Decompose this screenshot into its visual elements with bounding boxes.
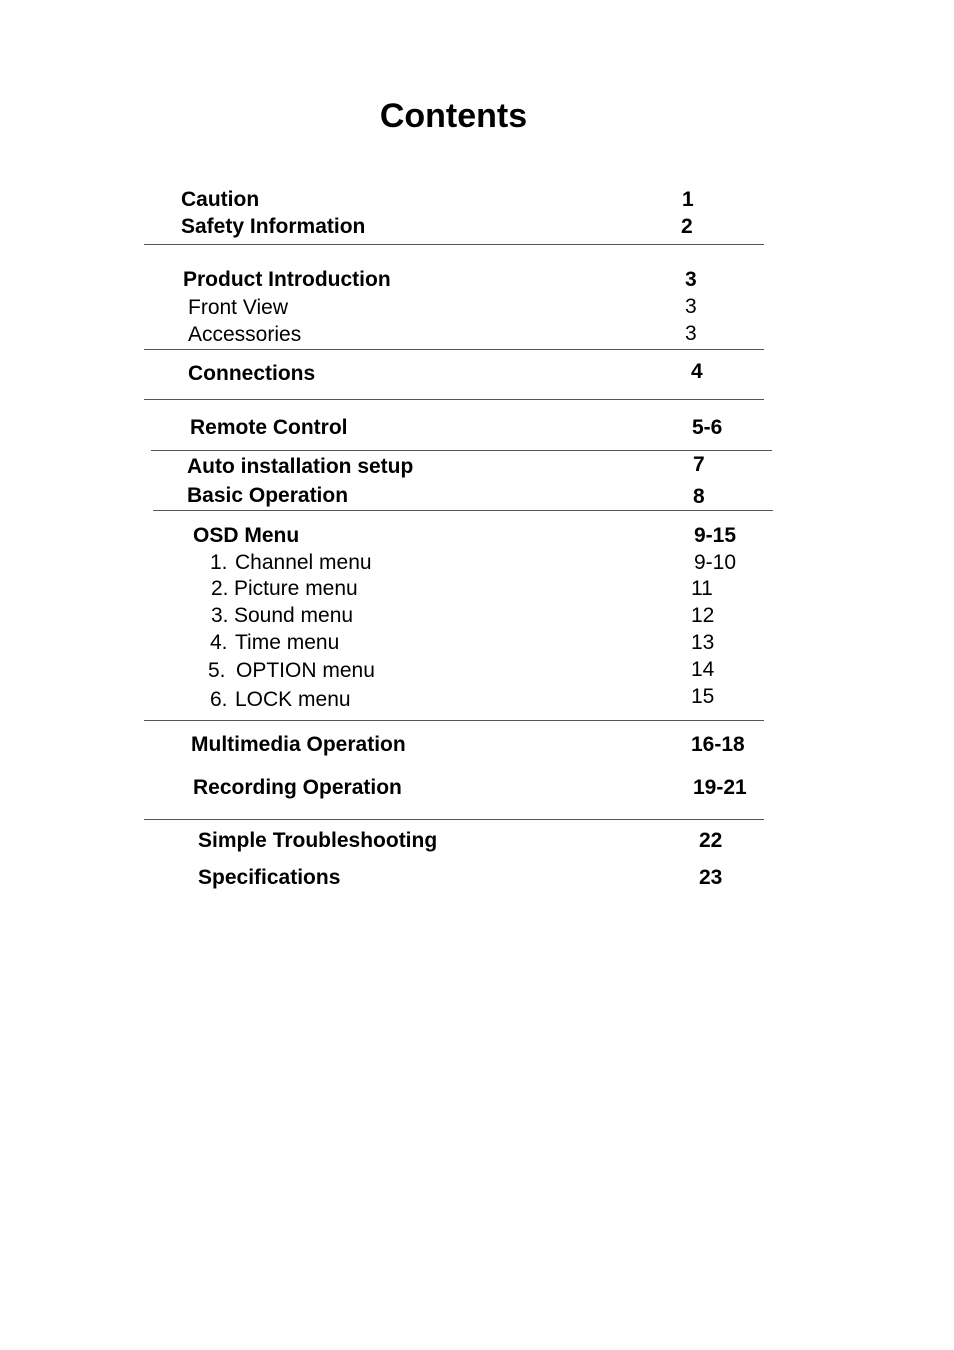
section-divider [144,349,764,350]
toc-troubleshooting-label[interactable]: Simple Troubleshooting [198,829,438,852]
toc-troubleshooting-page: 22 [699,829,723,852]
section-divider [144,819,764,820]
toc-osd-menu-page: 9-15 [694,524,737,547]
toc-connections-label[interactable]: Connections [188,362,316,385]
toc-safety-label[interactable]: Safety Information [181,215,366,238]
toc-picture-menu-page: 11 [691,577,713,600]
toc-time-menu-label[interactable]: Time menu [235,631,340,654]
toc-auto-install-label[interactable]: Auto installation setup [187,455,414,478]
toc-product-intro-label[interactable]: Product Introduction [183,268,391,291]
toc-recording-label[interactable]: Recording Operation [193,776,402,799]
toc-picture-menu-label[interactable]: Picture menu [234,577,358,600]
toc-remote-control-label[interactable]: Remote Control [190,416,348,439]
toc-option-menu-label[interactable]: OPTION menu [236,659,375,682]
toc-auto-install-page: 7 [693,453,705,476]
page-title: Contents [379,97,528,135]
toc-multimedia-page: 16-18 [691,733,745,756]
toc-accessories-page: 3 [685,322,697,345]
toc-option-menu-page: 14 [691,658,715,681]
toc-osd-sub-num: 6. [210,688,228,711]
toc-recording-page: 19-21 [693,776,747,799]
toc-accessories-label[interactable]: Accessories [188,323,302,346]
toc-safety-page: 2 [681,215,693,238]
toc-remote-control-page: 5-6 [692,416,723,439]
toc-specifications-page: 23 [699,866,723,889]
toc-osd-sub-num: 1. [210,551,228,574]
toc-osd-sub-num: 2. [211,577,229,600]
toc-caution-page: 1 [682,188,694,211]
toc-sound-menu-label[interactable]: Sound menu [234,604,354,627]
toc-time-menu-page: 13 [691,631,715,654]
section-divider [144,399,764,400]
toc-caution-label[interactable]: Caution [181,188,260,211]
section-divider [144,244,764,245]
toc-channel-menu-label[interactable]: Channel menu [235,551,372,574]
toc-lock-menu-label[interactable]: LOCK menu [235,688,351,711]
toc-connections-page: 4 [691,360,703,383]
toc-osd-sub-num: 5. [208,659,226,682]
toc-sound-menu-page: 12 [691,604,715,627]
toc-basic-operation-page: 8 [693,485,705,508]
toc-lock-menu-page: 15 [691,685,715,708]
section-divider [144,720,764,721]
toc-osd-menu-label[interactable]: OSD Menu [193,524,300,547]
toc-specifications-label[interactable]: Specifications [198,866,341,889]
toc-osd-sub-num: 4. [210,631,228,654]
toc-channel-menu-page: 9-10 [694,551,737,574]
toc-basic-operation-label[interactable]: Basic Operation [187,484,349,507]
toc-product-intro-page: 3 [685,268,697,291]
toc-multimedia-label[interactable]: Multimedia Operation [191,733,406,756]
toc-front-view-label[interactable]: Front View [188,296,288,319]
toc-osd-sub-num: 3. [211,604,229,627]
section-divider [153,510,773,511]
section-divider [151,450,772,451]
toc-front-view-page: 3 [685,295,697,318]
